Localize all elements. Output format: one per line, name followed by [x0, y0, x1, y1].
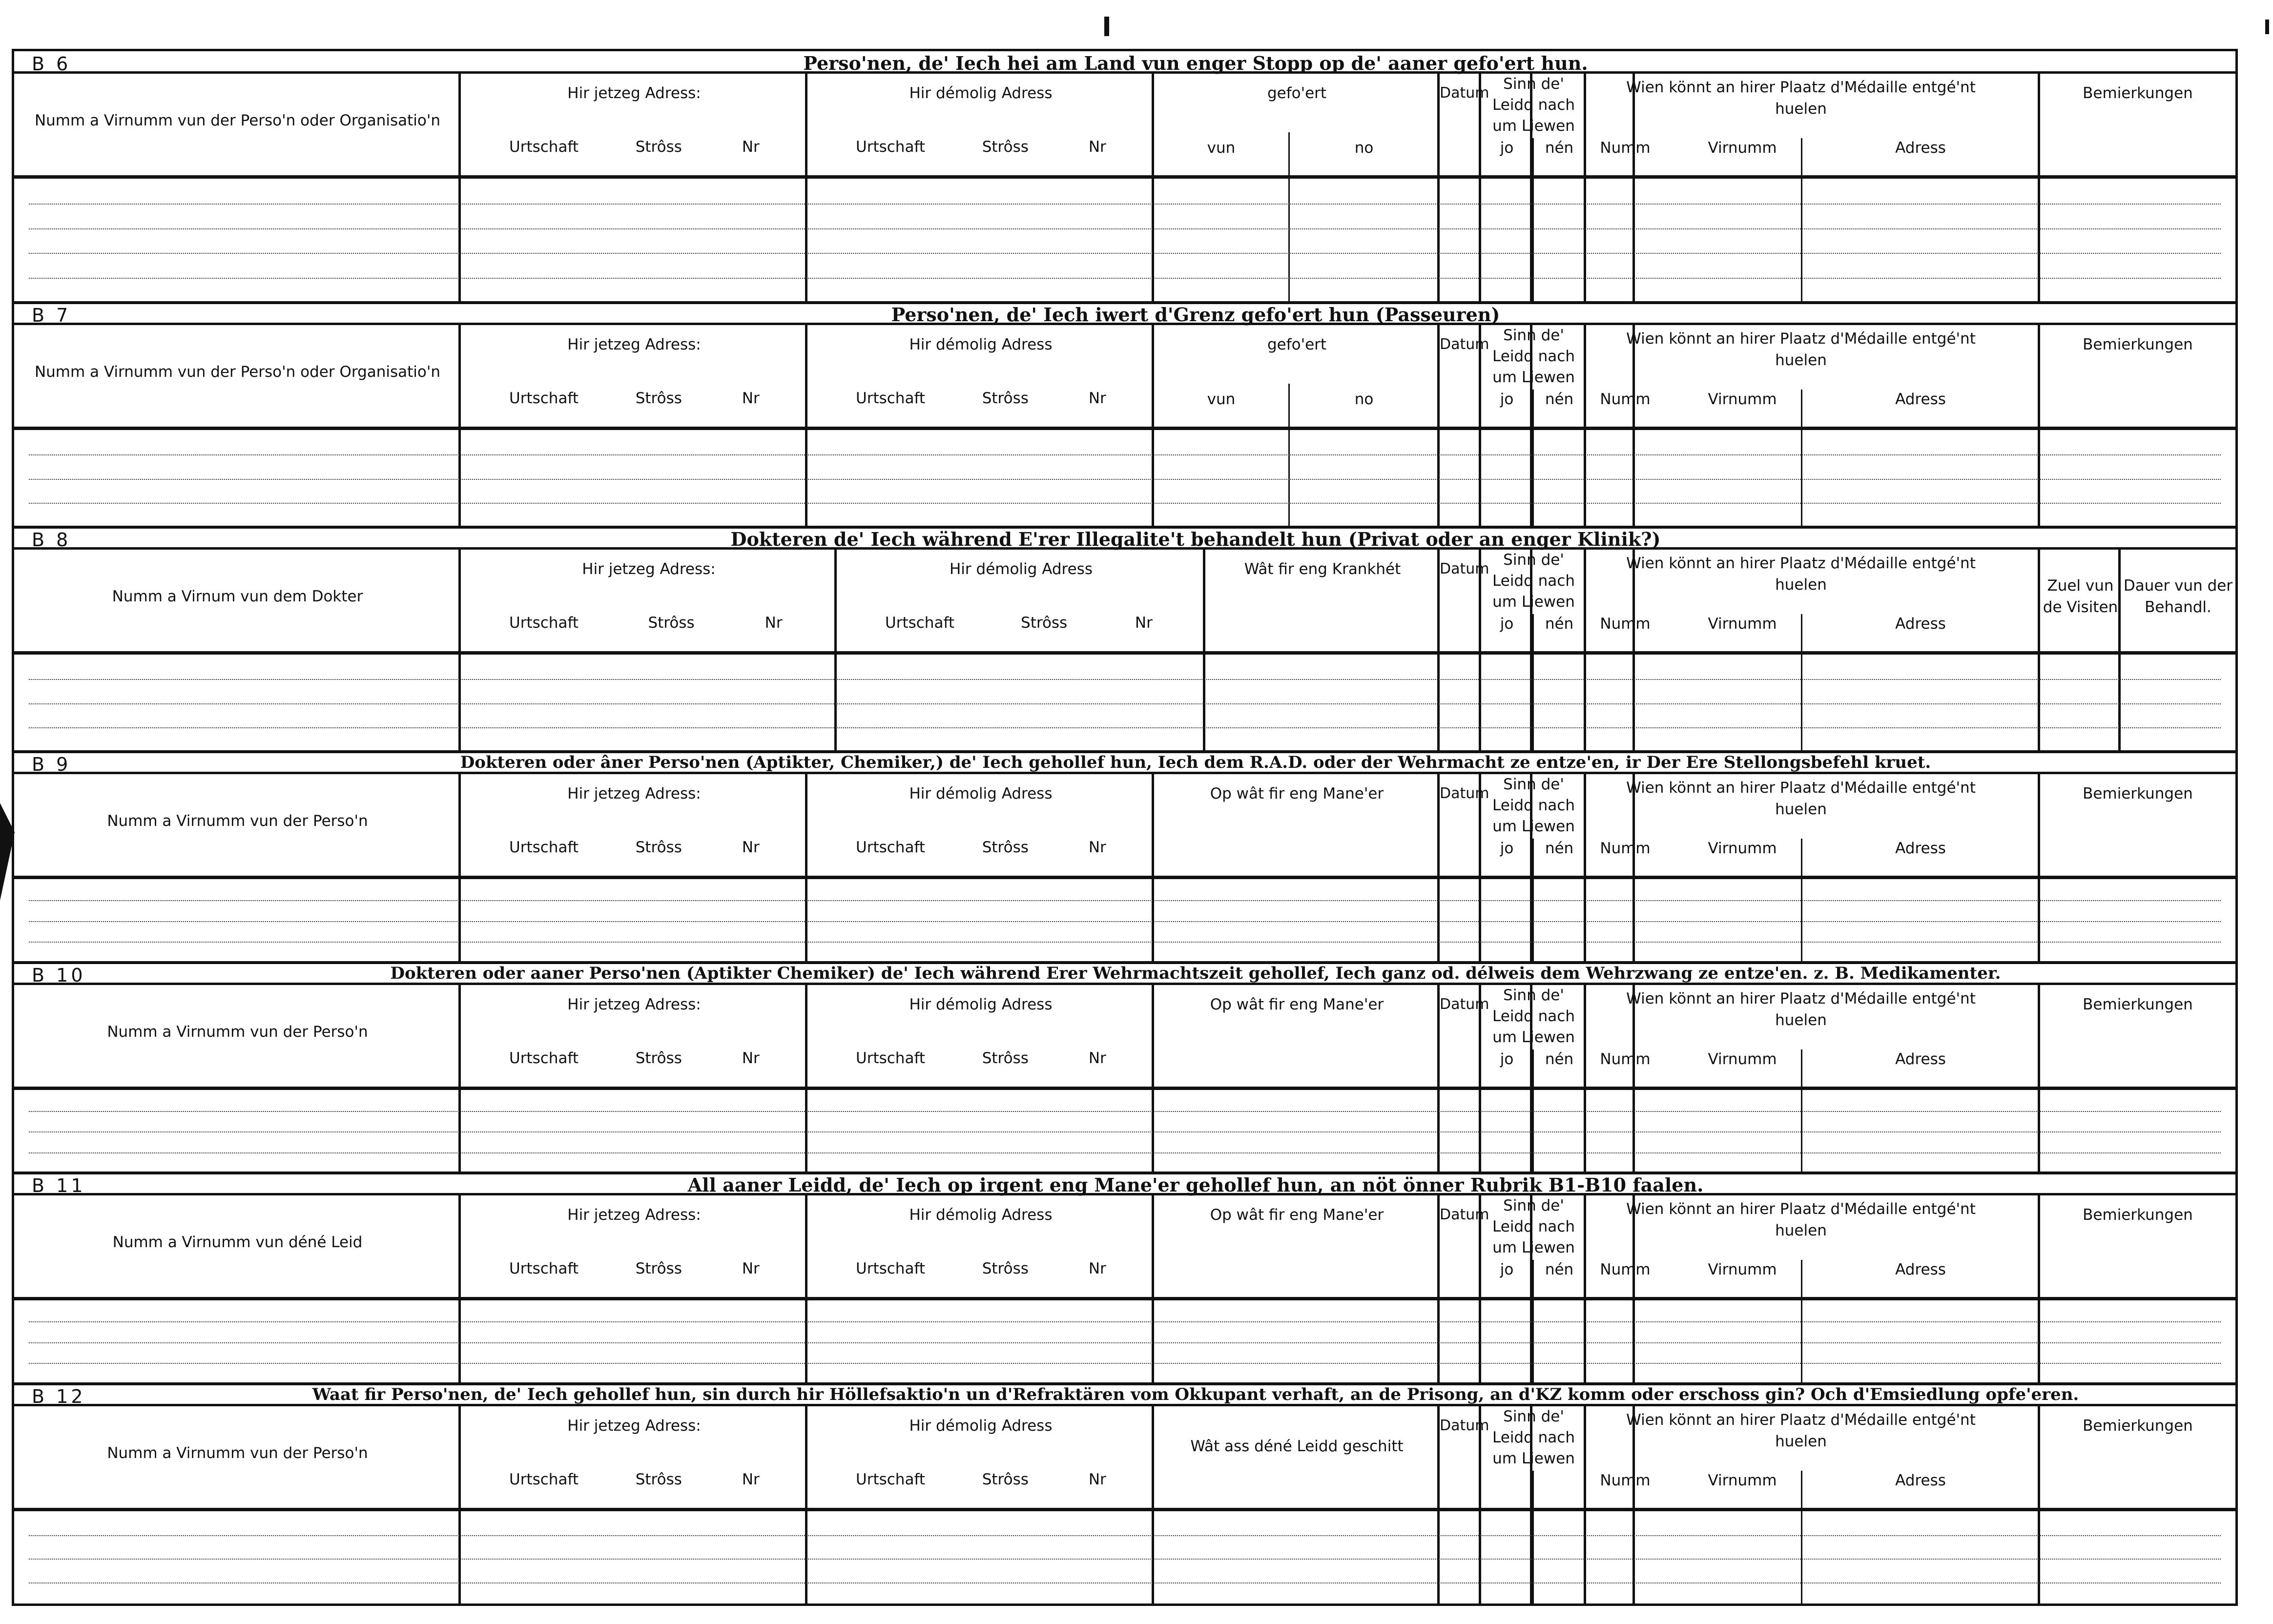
section-b6	[14, 51, 2235, 303]
entry-line	[29, 503, 2221, 504]
transported-header: gefo'ert	[1267, 336, 1327, 353]
column-divider	[807, 325, 1154, 527]
remarks-header: Bemierkungen	[2083, 1206, 2193, 1224]
former-address-header: Hir démolig Adress	[909, 785, 1053, 802]
alive-split	[1532, 390, 1534, 527]
detail-header: Wât fir eng Krankhét	[1244, 560, 1401, 578]
alive-yes-label: jo	[1500, 1261, 1514, 1278]
medal-header: Wien könnt an hirer Plaatz d'Médaille entgé'nt huelen	[1626, 555, 1976, 594]
name-column-header: Numm a Virnumm vun der Perso'n oder Organisatio'n	[34, 112, 441, 129]
alive-no-label: nén	[1545, 1050, 1574, 1068]
section-grid	[14, 550, 2235, 752]
entry-line	[29, 278, 2221, 279]
former-street-label: Strôss	[982, 1260, 1029, 1277]
medal-surname-label: Numm	[1600, 615, 1651, 633]
section-b12	[14, 1384, 2235, 1606]
alive-header: Sinn de' Leidd nach um Liewen	[1492, 1197, 1575, 1256]
transported-to-label: no	[1354, 391, 1374, 408]
entry-line	[29, 1321, 2221, 1322]
former-town-label: Urtschaft	[856, 1471, 925, 1488]
section-b10	[14, 963, 2235, 1173]
column-divider	[1440, 1406, 1489, 1606]
medal-split	[1801, 614, 1802, 752]
former-number-label: Nr	[1088, 390, 1106, 407]
medal-header: Wien könnt an hirer Plaatz d'Médaille entgé'nt huelen	[1626, 1411, 1976, 1450]
section-grid	[14, 74, 2235, 303]
medal-surname-label: Numm	[1600, 391, 1651, 408]
medal-header: Wien könnt an hirer Plaatz d'Médaille entgé'nt huelen	[1626, 779, 1976, 818]
former-street-label: Strôss	[982, 1049, 1029, 1067]
former-street-label: Strôss	[982, 1471, 1029, 1488]
former-number-label: Nr	[1088, 839, 1106, 856]
alive-header: Sinn de' Leidd nach um Liewen	[1492, 987, 1575, 1046]
top-registration-mark	[1104, 17, 1109, 36]
current-town-label: Urtschaft	[509, 614, 579, 632]
current-address-header: Hir jetzeg Adress:	[567, 785, 701, 802]
remarks-header: Bemierkungen	[2083, 996, 2193, 1013]
entry-line	[29, 1342, 2221, 1343]
section-header	[14, 51, 2235, 74]
current-town-label: Urtschaft	[509, 839, 579, 856]
former-town-label: Urtschaft	[856, 1260, 925, 1277]
date-header: Datum	[1440, 996, 1489, 1013]
former-town-label: Urtschaft	[885, 614, 954, 632]
former-street-label: Strôss	[982, 839, 1029, 856]
date-header: Datum	[1440, 1417, 1489, 1434]
column-divider	[14, 1406, 461, 1606]
former-address-header: Hir démolig Adress	[909, 1206, 1053, 1224]
column-divider	[807, 1406, 1154, 1606]
section-grid	[14, 325, 2235, 527]
section-title: Waat fir Perso'nen, de' Iech gehollef hun, sin durch hir Höllefsaktio'n un d'Refraktären vom Okkupant verhaft, an de Prisong, an d'KZ komm oder erschoss gin? Och d'Emsiedlung opfe'eren.	[312, 1385, 2079, 1404]
former-number-label: Nr	[1088, 1049, 1106, 1067]
date-header: Datum	[1440, 560, 1489, 577]
entry-line	[29, 1363, 2221, 1364]
medal-firstname-label: Virnumm	[1708, 391, 1777, 408]
medal-address-label: Adress	[1895, 1472, 1946, 1489]
transported-from-label: vun	[1207, 139, 1236, 157]
section-code: B 12	[32, 1386, 86, 1407]
duration-header: Dauer vun der Behandl.	[2123, 577, 2233, 616]
column-divider	[461, 1406, 807, 1606]
column-divider	[1154, 325, 1440, 527]
medal-split	[1801, 390, 1802, 527]
column-divider	[14, 985, 461, 1173]
medal-address-label: Adress	[1895, 615, 1946, 633]
column-divider	[837, 550, 1205, 752]
current-town-label: Urtschaft	[509, 1049, 579, 1067]
medal-header: Wien könnt an hirer Plaatz d'Médaille entgé'nt huelen	[1626, 1200, 1976, 1239]
current-street-label: Strôss	[635, 1260, 682, 1277]
entry-line	[29, 1535, 2221, 1536]
section-header	[14, 1384, 2235, 1406]
column-divider	[1440, 325, 1489, 527]
medal-header: Wien könnt an hirer Plaatz d'Médaille entgé'nt huelen	[1626, 330, 1976, 369]
entry-line	[29, 921, 2221, 922]
column-divider	[461, 550, 837, 752]
section-title: Perso'nen, de' Iech hei am Land vun enger Stopp op de' aaner gefo'ert hun.	[803, 52, 1588, 74]
column-divider	[807, 74, 1154, 303]
medal-address-label: Adress	[1895, 139, 1946, 157]
section-code: B 9	[32, 754, 71, 775]
name-column-header: Numm a Virnumm vun der Perso'n	[107, 1023, 368, 1041]
entry-line	[29, 1111, 2221, 1112]
former-town-label: Urtschaft	[856, 1049, 925, 1067]
column-divider	[14, 774, 461, 963]
transported-from-label: vun	[1207, 391, 1236, 408]
medal-surname-label: Numm	[1600, 139, 1651, 157]
current-number-label: Nr	[742, 1471, 760, 1488]
alive-header: Sinn de' Leidd nach um Liewen	[1492, 1408, 1575, 1467]
section-title: Dokteren oder âner Perso'nen (Aptikter, Chemiker,) de' Iech gehollef hun, Iech dem R.A.D. oder der Wehrmacht ze entze'en, ir Der Ere Stellongsbefehl kruet.	[460, 753, 1931, 772]
column-divider	[14, 1195, 461, 1384]
former-number-label: Nr	[1135, 614, 1153, 632]
column-divider	[1440, 985, 1489, 1173]
column-divider	[1440, 774, 1489, 963]
transported-header: gefo'ert	[1267, 84, 1327, 102]
date-header: Datum	[1440, 785, 1489, 802]
section-code: B 11	[32, 1175, 86, 1196]
alive-header: Sinn de' Leidd nach um Liewen	[1492, 327, 1575, 386]
former-address-header: Hir démolig Adress	[909, 84, 1053, 102]
entry-line	[29, 942, 2221, 943]
former-address-header: Hir démolig Adress	[909, 996, 1053, 1013]
alive-yes-label: jo	[1500, 840, 1514, 857]
section-header	[14, 527, 2235, 550]
section-b11	[14, 1173, 2235, 1384]
remarks-header: Bemierkungen	[2083, 336, 2193, 353]
medal-surname-label: Numm	[1600, 1472, 1651, 1489]
section-title: Dokteren oder aaner Perso'nen (Aptikter Chemiker) de' Iech während Erer Wehrmachtszeit gehollef, Iech ganz od. délweis dem Wehrzwang ze entze'en. z. B. Medikamenter.	[390, 964, 2001, 983]
current-number-label: Nr	[742, 138, 760, 156]
alive-split	[1532, 614, 1534, 752]
alive-no-label: nén	[1545, 615, 1574, 633]
medal-header: Wien könnt an hirer Plaatz d'Médaille entgé'nt huelen	[1626, 79, 1976, 118]
current-number-label: Nr	[765, 614, 783, 632]
medal-address-label: Adress	[1895, 391, 1946, 408]
transported-split	[1288, 132, 1290, 303]
medal-address-label: Adress	[1895, 1261, 1946, 1278]
current-town-label: Urtschaft	[509, 1471, 579, 1488]
alive-split	[1532, 1471, 1534, 1606]
form-sheet	[12, 49, 2238, 1606]
former-town-label: Urtschaft	[856, 839, 925, 856]
entry-line	[29, 727, 2221, 728]
detail-header: Op wât fir eng Mane'er	[1210, 996, 1384, 1013]
remarks-header: Bemierkungen	[2083, 785, 2193, 802]
alive-no-label: nén	[1545, 139, 1574, 157]
column-divider	[1440, 1195, 1489, 1384]
medal-firstname-label: Virnumm	[1708, 1472, 1777, 1489]
current-address-header: Hir jetzeg Adress:	[567, 1206, 701, 1224]
current-town-label: Urtschaft	[509, 390, 579, 407]
medal-firstname-label: Virnumm	[1708, 1050, 1777, 1068]
name-column-header: Numm a Virnum vun dem Dokter	[112, 588, 363, 605]
entry-line	[29, 1131, 2221, 1132]
alive-no-label: nén	[1545, 840, 1574, 857]
former-number-label: Nr	[1088, 1260, 1106, 1277]
medal-firstname-label: Virnumm	[1708, 615, 1777, 633]
entry-line	[29, 1559, 2221, 1560]
former-address-header: Hir démolig Adress	[909, 1417, 1053, 1435]
transported-to-label: no	[1354, 139, 1374, 157]
detail-header: Op wât fir eng Mane'er	[1210, 785, 1384, 802]
current-street-label: Strôss	[635, 390, 682, 407]
column-divider	[1440, 74, 1489, 303]
alive-yes-label: jo	[1500, 615, 1514, 633]
section-b9	[14, 752, 2235, 963]
remarks-header: Bemierkungen	[2083, 1417, 2193, 1435]
date-header: Datum	[1440, 336, 1489, 353]
section-title: Perso'nen, de' Iech iwert d'Grenz gefo'ert hun (Passeuren)	[891, 304, 1500, 326]
name-column-header: Numm a Virnumm vun der Perso'n oder Organisatio'n	[34, 363, 441, 381]
entry-line	[29, 703, 2221, 704]
current-number-label: Nr	[742, 1260, 760, 1277]
current-address-header: Hir jetzeg Adress:	[567, 336, 701, 353]
current-address-header: Hir jetzeg Adress:	[567, 84, 701, 102]
former-street-label: Strôss	[982, 390, 1029, 407]
former-number-label: Nr	[1088, 1471, 1106, 1488]
medal-split	[1801, 1471, 1802, 1606]
alive-no-label: nén	[1545, 1261, 1574, 1278]
medal-surname-label: Numm	[1600, 1050, 1651, 1068]
section-grid	[14, 1195, 2235, 1384]
name-column-header: Numm a Virnumm vun der Perso'n	[107, 812, 368, 830]
medal-address-label: Adress	[1895, 1050, 1946, 1068]
current-number-label: Nr	[742, 1049, 760, 1067]
name-column-header: Numm a Virnumm vun der Perso'n	[107, 1444, 368, 1462]
section-b7	[14, 303, 2235, 527]
entry-line	[29, 900, 2221, 901]
column-divider	[1154, 74, 1440, 303]
column-divider	[1440, 550, 1489, 752]
entry-line	[29, 679, 2221, 680]
section-header	[14, 963, 2235, 985]
detail-header: Op wât fir eng Mane'er	[1210, 1206, 1384, 1224]
current-street-label: Strôss	[635, 138, 682, 156]
medal-firstname-label: Virnumm	[1708, 840, 1777, 857]
current-town-label: Urtschaft	[509, 138, 579, 156]
section-b8	[14, 527, 2235, 752]
alive-header: Sinn de' Leidd nach um Liewen	[1492, 776, 1575, 835]
column-divider	[461, 74, 807, 303]
column-divider	[1205, 550, 1440, 752]
remarks-header: Bemierkungen	[2083, 84, 2193, 102]
entry-line	[29, 479, 2221, 480]
current-street-label: Strôss	[635, 1049, 682, 1067]
section-header	[14, 752, 2235, 774]
section-code: B 6	[32, 53, 71, 75]
current-address-header: Hir jetzeg Adress:	[567, 1417, 701, 1435]
medal-surname-label: Numm	[1600, 840, 1651, 857]
former-street-label: Strôss	[1021, 614, 1068, 632]
current-street-label: Strôss	[648, 614, 695, 632]
alive-yes-label: jo	[1500, 139, 1514, 157]
section-code: B 10	[32, 965, 86, 986]
former-address-header: Hir démolig Adress	[909, 336, 1053, 353]
current-street-label: Strôss	[635, 1471, 682, 1488]
former-town-label: Urtschaft	[856, 390, 925, 407]
section-code: B 7	[32, 305, 71, 326]
medal-firstname-label: Virnumm	[1708, 139, 1777, 157]
current-address-header: Hir jetzeg Adress:	[567, 996, 701, 1013]
former-town-label: Urtschaft	[856, 138, 925, 156]
entry-line	[29, 253, 2221, 254]
alive-yes-label: jo	[1500, 391, 1514, 408]
former-number-label: Nr	[1088, 138, 1106, 156]
column-divider	[461, 325, 807, 527]
name-column-header: Numm a Virnumm vun déné Leid	[112, 1233, 363, 1251]
medal-firstname-label: Virnumm	[1708, 1261, 1777, 1278]
current-number-label: Nr	[742, 839, 760, 856]
section-header	[14, 303, 2235, 325]
section-header	[14, 1173, 2235, 1195]
current-number-label: Nr	[742, 390, 760, 407]
alive-no-label: nén	[1545, 391, 1574, 408]
visits-header: Zuel vun de Visiten	[2043, 577, 2118, 616]
alive-header: Sinn de' Leidd nach um Liewen	[1492, 75, 1575, 135]
date-header: Datum	[1440, 1206, 1489, 1223]
fate-header: Wât ass déné Leidd geschitt	[1190, 1438, 1404, 1455]
former-address-header: Hir démolig Adress	[950, 560, 1093, 578]
medal-address-label: Adress	[1895, 840, 1946, 857]
alive-header: Sinn de' Leidd nach um Liewen	[1492, 551, 1575, 611]
column-divider	[14, 74, 461, 303]
section-grid	[14, 1406, 2235, 1606]
current-address-header: Hir jetzeg Adress:	[582, 560, 716, 578]
column-divider	[14, 550, 461, 752]
entry-line	[29, 454, 2221, 455]
section-title: All aaner Leidd, de' Iech op irgent eng Mane'er gehollef hun, an nöt önner Rubrik B1-B10 faalen.	[687, 1174, 1704, 1196]
section-grid	[14, 774, 2235, 963]
alive-yes-label: jo	[1500, 1050, 1514, 1068]
column-divider	[14, 325, 461, 527]
current-town-label: Urtschaft	[509, 1260, 579, 1277]
right-registration-mark	[2265, 20, 2269, 34]
section-grid	[14, 985, 2235, 1173]
current-street-label: Strôss	[635, 839, 682, 856]
entry-line	[29, 1152, 2221, 1153]
medal-header: Wien könnt an hirer Plaatz d'Médaille entgé'nt huelen	[1626, 990, 1976, 1029]
section-title: Dokteren de' Iech während E'rer Illegalite't behandelt hun (Privat oder an enger Klinik?)	[730, 528, 1661, 550]
medal-surname-label: Numm	[1600, 1261, 1651, 1278]
date-header: Datum	[1440, 84, 1489, 102]
entry-line	[29, 228, 2221, 229]
entry-line	[29, 204, 2221, 205]
former-street-label: Strôss	[982, 138, 1029, 156]
section-code: B 8	[32, 529, 71, 551]
